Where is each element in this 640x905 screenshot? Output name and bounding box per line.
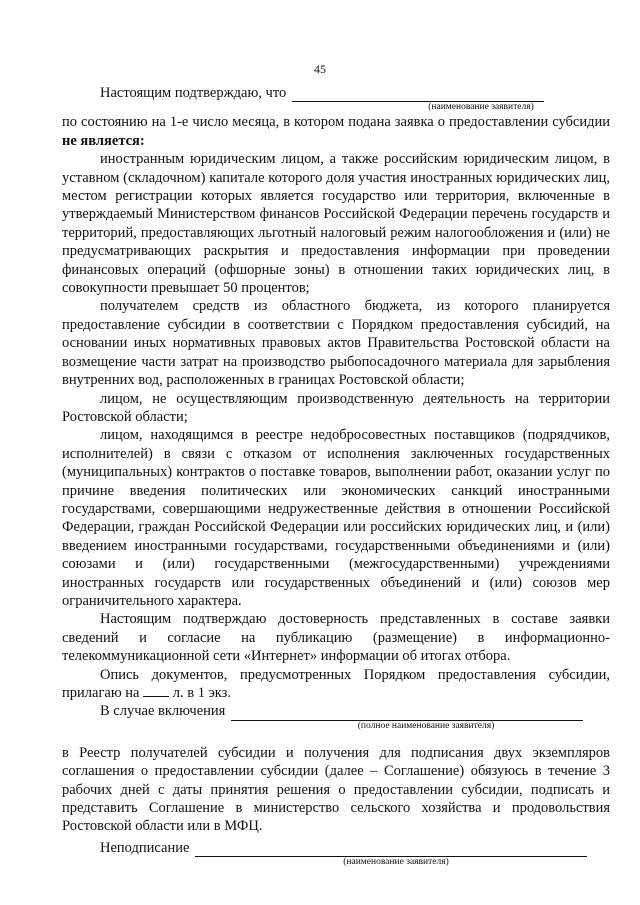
status-text: по состоянию на 1-е число месяца, в котором подана заявка о предоставлении субсидии xyxy=(62,114,610,131)
nonsign-row xyxy=(62,839,610,857)
nonsign-blank xyxy=(195,842,587,857)
inclusion-row xyxy=(62,702,610,720)
offshore-paragraph: иностранным юридическим лицом, а также российским юридическим лицом, в уставном (складочном) капитале которого доля участия иностранных юридических лиц, местом регистрации которых является государство или территория, включенные в утверждаемый Министерством финансов Российской Федерации перечень государств и территорий, предоставляющих льготный налоговый режим налогообложения и (или) не предусматривающих раскрытия и предоставления информации при проведении финансовых операций (офшорные зоны) в отношении таких юридических лиц, в совокупности превышает 50 процентов; xyxy=(62,151,610,297)
registry-paragraph: лицом, находящимся в реестре недобросовестных поставщиков (подрядчиков, исполнителей) в связи с отказом от исполнения заключенных государственных (муниципальных) контрактов о поставке товаров, выполнении работ, оказании услуг по причине введения политических или экономических санкций иностранными государствами, совершающими недружественные действия в отношении Российской Федерации, граждан Российской Федерации или российских юридических лиц, и (или) введением иностранными государствами, государственными объединениями и (или) союзами и (или) государственными (межгосударственными) учреждениями иностранных государств или государственных объединений и (или) союзов мер ограничительного характера. xyxy=(62,427,610,609)
nonsign-text: Неподписание xyxy=(100,839,190,856)
full-name-blank xyxy=(231,706,583,721)
status-paragraph xyxy=(62,113,610,150)
applicant-name-blank xyxy=(292,87,544,102)
inventory-text-end: л. в 1 экз. xyxy=(172,685,231,701)
inventory-text: Опись документов, предусмотренных Порядком предоставления субсидии, прилагаю на xyxy=(62,666,610,701)
recipient-paragraph: получателем средств из областного бюджета, из которого планируется предоставление субсидии в соответствии с Порядком предоставления субсидий, на основании иных нормативных правовых актов Правительства Ростовской области на возмещение части затрат на производство рыбопосадочного материала для зарыбления внутренних вод, расположенных в границах Ростовской области; xyxy=(62,298,610,389)
applicant-name-caption: (наименование заявителя) xyxy=(428,102,534,113)
agreement-paragraph: в Реестр получателей субсидии и получения для подписания двух экземпляров соглашения о предоставлении субсидии (далее – Соглашение) обязуюсь в течение 3 рабочих дней с даты принятия решения о предоставлении субсидии, подписать и представить Соглашение в министерство сельского хозяйства и продовольствия Ростовской области или в МФЦ. xyxy=(62,744,610,835)
document-body xyxy=(62,84,610,868)
consent-paragraph: Настоящим подтверждаю достоверность представленных в составе заявки сведений и согласие на публикацию (размещение) в информационно-телекоммуникационной сети «Интернет» информации об итогах отбора. xyxy=(62,611,610,665)
inclusion-text: В случае включения xyxy=(100,703,226,720)
applicant-name-caption-2: (наименование заявителя) xyxy=(343,857,449,868)
confirm-intro-row xyxy=(62,84,610,102)
full-name-caption: (полное наименование заявителя) xyxy=(357,720,495,731)
inventory-paragraph xyxy=(62,666,610,703)
production-paragraph: лицом, не осуществляющим производственную деятельность на территории Ростовской области; xyxy=(62,390,610,425)
page-number: 45 xyxy=(314,62,326,76)
spacer xyxy=(62,732,610,744)
status-bold-text: не является: xyxy=(62,132,145,149)
confirm-intro-text: Настоящим подтверждаю, что xyxy=(100,85,287,101)
sheet-count-blank xyxy=(143,684,169,697)
